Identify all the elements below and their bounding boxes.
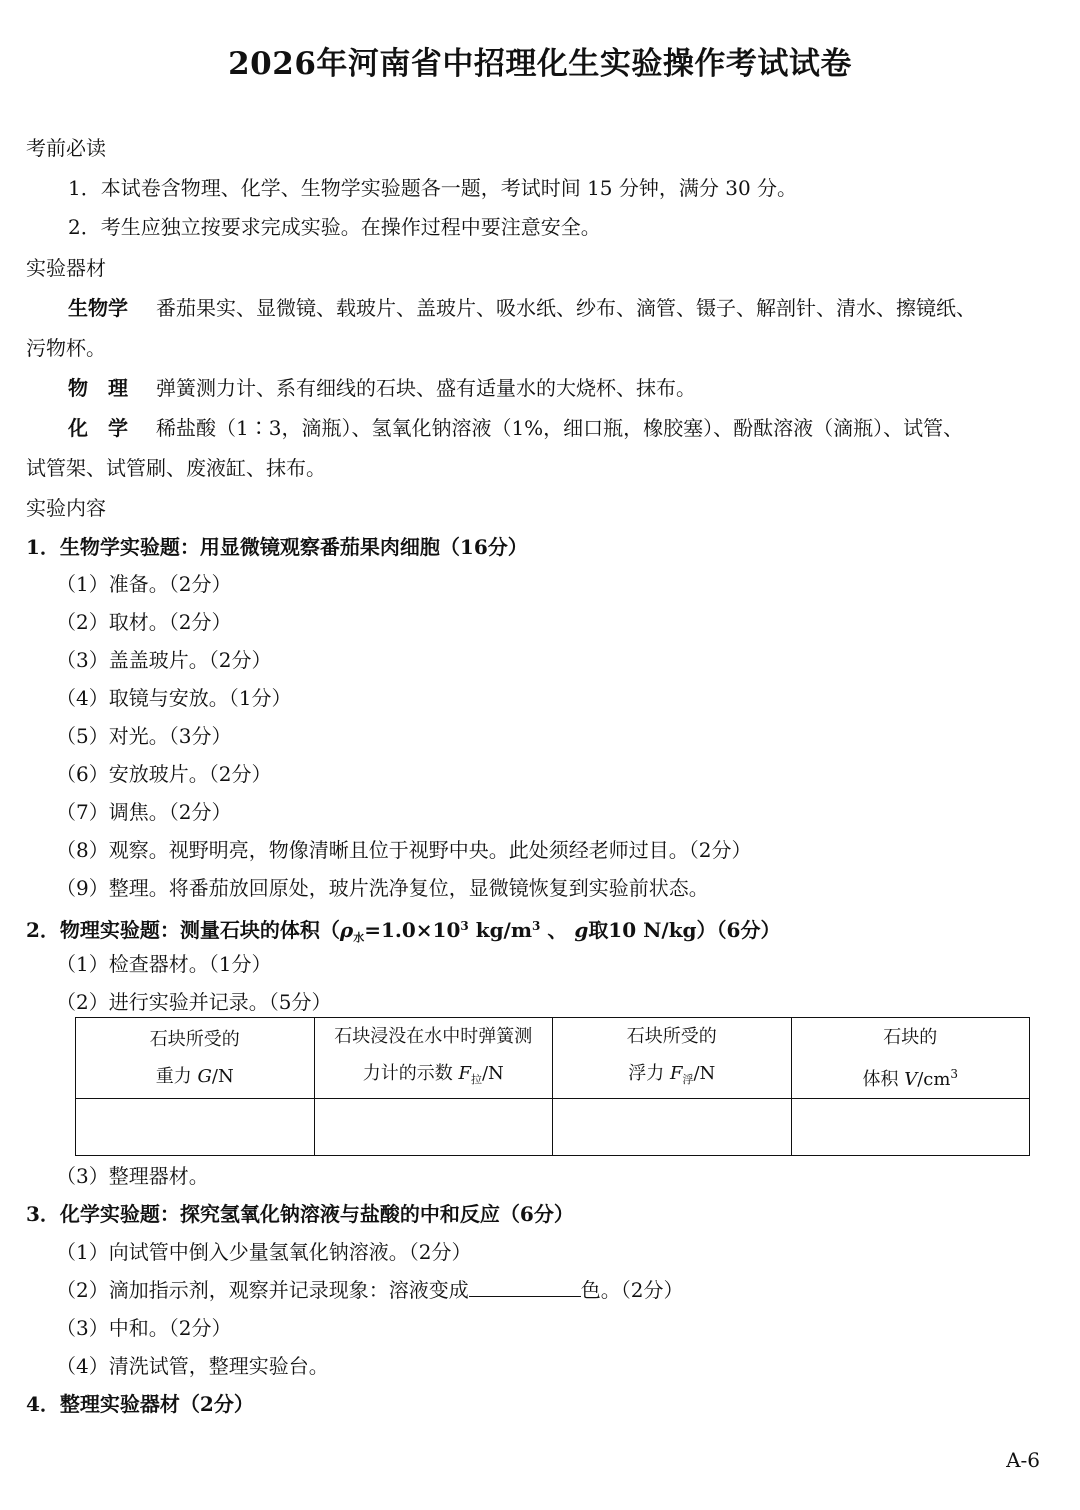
table-header-volume-label: 体积 <box>862 1068 905 1090</box>
q1-title: 1．生物学实验题：用显微镜观察番茄果肉细胞（16分） <box>26 535 528 559</box>
q3-step-3: （3）中和。（2分） <box>56 1316 232 1340</box>
q2-title-exponent-2: 3 <box>532 919 541 933</box>
q1-step-8: （8）观察。视野明亮，物像清晰且位于视野中央。此处须经老师过目。（2分） <box>56 838 752 862</box>
table-header-tension-unit: /N <box>481 1063 504 1084</box>
q2-g-symbol: g <box>574 918 589 942</box>
q3-step-1: （1）向试管中倒入少量氢氧化钠溶液。（2分） <box>56 1240 472 1264</box>
q2-step-1: （1）检查器材。（1分） <box>56 952 272 976</box>
q2-rho-subscript: 水 <box>353 931 365 944</box>
q1-step-1: （1）准备。（2分） <box>56 572 232 596</box>
notice-heading: 考前必读 <box>26 136 106 160</box>
table-header-volume-line2 <box>792 1056 1030 1098</box>
q2-title-part-c: kg/m <box>468 918 533 942</box>
table-header-gravity-label: 重力 <box>155 1066 198 1087</box>
table-header-row <box>76 1018 1030 1099</box>
q2-step-2: （2）进行实验并记录。（5分） <box>56 990 332 1014</box>
materials-chemistry-text: 稀盐酸（1∶3，滴瓶）、氢氧化钠溶液（1%，细口瓶，橡胶塞）、酚酞溶液（滴瓶）、试管、 <box>156 416 964 440</box>
table-header-buoyancy <box>553 1018 792 1099</box>
table-header-volume-var: V <box>904 1068 918 1090</box>
q1-step-4: （4）取镜与安放。（1分） <box>56 686 292 710</box>
table-header-buoyancy-unit: /N <box>693 1063 716 1084</box>
q2-title-part-b: =1.0×10 <box>364 918 461 942</box>
q3-step-2 <box>56 1278 1050 1302</box>
content-heading: 实验内容 <box>26 496 106 520</box>
q1-step-2: （2）取材。（2分） <box>56 610 232 634</box>
table-header-volume-line1: 石块的 <box>883 1026 938 1048</box>
table-header-volume-exp: 3 <box>950 1066 959 1081</box>
table-cell-buoyancy <box>553 1099 792 1156</box>
materials-chemistry-label: 化 学 <box>68 416 128 440</box>
table-cell-tension <box>314 1099 553 1156</box>
materials-physics-line <box>68 376 1050 400</box>
q1-step-6: （6）安放玻片。（2分） <box>56 762 272 786</box>
table-header-tension-var: F <box>458 1063 471 1084</box>
materials-biology-label: 生物学 <box>68 296 128 320</box>
q3-step-2-text-b: 色。（2分） <box>580 1278 684 1302</box>
q2-title-part-e: 取10 N/kg）（6分） <box>588 918 781 942</box>
q3-step-2-text-a: （2）滴加指示剂，观察并记录现象：溶液变成 <box>56 1278 469 1302</box>
page-title: 2026年河南省中招理化生实验操作考试试卷 <box>228 46 852 82</box>
q2-title <box>26 914 1050 950</box>
q3-color-blank <box>469 1278 581 1297</box>
table-header-buoyancy-label: 浮力 <box>628 1063 670 1084</box>
table-cell-gravity <box>76 1099 315 1156</box>
q1-step-9: （9）整理。将番茄放回原处，玻片洗净复位，显微镜恢复到实验前状态。 <box>56 876 709 900</box>
q1-step-3: （3）盖盖玻片。（2分） <box>56 648 272 672</box>
table-header-gravity-unit: /N <box>211 1066 234 1087</box>
materials-physics-text: 弹簧测力计、系有细线的石块、盛有适量水的大烧杯、抹布。 <box>156 376 696 400</box>
table-header-buoyancy-var: F <box>669 1063 683 1084</box>
q2-rho-symbol: ρ <box>339 918 354 942</box>
table-header-gravity <box>76 1018 315 1099</box>
table-row <box>76 1099 1030 1156</box>
materials-biology-line1 <box>68 296 1050 320</box>
table-header-gravity-line1: 石块所受的 <box>149 1029 240 1050</box>
materials-chemistry-line1 <box>68 416 1050 440</box>
table-header-buoyancy-line1: 石块所受的 <box>626 1026 717 1047</box>
q2-title-part-d: 、 <box>540 918 575 942</box>
table-header-tension-label: 力计的示数 <box>362 1063 459 1084</box>
table-header-buoyancy-sub: 浮 <box>682 1073 694 1086</box>
q2-title-part-a: 2．物理实验题：测量石块的体积（ <box>26 918 340 942</box>
page-number: A-6 <box>1006 1448 1040 1472</box>
table-header-gravity-line2 <box>76 1058 314 1095</box>
notice-item-2: 2．考生应独立按要求完成实验。在操作过程中要注意安全。 <box>68 215 601 239</box>
materials-biology-line2: 污物杯。 <box>26 336 106 360</box>
q1-step-5: （5）对光。（3分） <box>56 724 232 748</box>
table-header-tension-sub: 拉 <box>470 1073 482 1086</box>
q1-step-7: （7）调焦。（2分） <box>56 800 232 824</box>
q2-record-table <box>75 1017 1030 1156</box>
table-header-volume <box>791 1018 1030 1099</box>
q3-step-4: （4）清洗试管，整理实验台。 <box>56 1354 329 1378</box>
table-header-tension <box>314 1018 553 1099</box>
materials-biology-text: 番茄果实、显微镜、载玻片、盖玻片、吸水纸、纱布、滴管、镊子、解剖针、清水、擦镜纸、 <box>156 296 976 320</box>
q2-step-3: （3）整理器材。 <box>56 1164 209 1188</box>
materials-chemistry-line2: 试管架、试管刷、废液缸、抹布。 <box>26 456 326 480</box>
notice-item-1: 1．本试卷含物理、化学、生物学实验题各一题，考试时间 15 分钟，满分 30 分。 <box>68 176 798 200</box>
materials-heading: 实验器材 <box>26 256 106 280</box>
table-header-gravity-var: G <box>197 1066 212 1087</box>
q3-title: 3．化学实验题：探究氢氧化钠溶液与盐酸的中和反应（6分） <box>26 1202 574 1226</box>
q4-title: 4．整理实验器材（2分） <box>26 1392 254 1416</box>
materials-physics-label: 物 理 <box>68 376 128 400</box>
table-header-buoyancy-line2 <box>553 1055 791 1098</box>
table-header-tension-line1: 石块浸没在水中时弹簧测 <box>334 1026 533 1047</box>
q2-title-exponent: 3 <box>460 919 469 933</box>
table-cell-volume <box>791 1099 1030 1156</box>
table-header-tension-line2 <box>315 1055 553 1098</box>
table-header-volume-unit: /cm <box>917 1068 951 1090</box>
